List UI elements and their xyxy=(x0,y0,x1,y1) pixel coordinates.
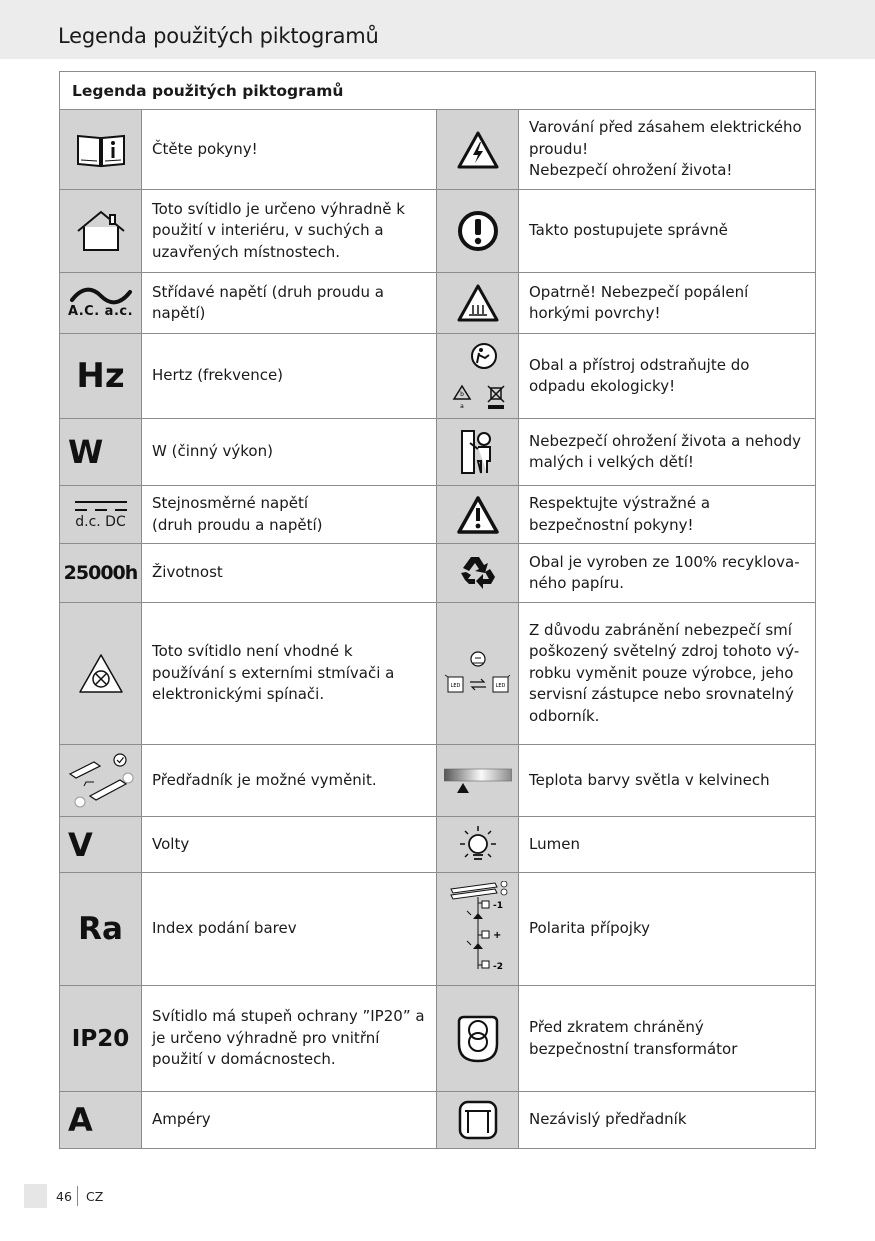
table-row xyxy=(60,486,816,544)
footer-tab xyxy=(24,1184,47,1208)
legend-text: Předřadník je možné vyměnit. xyxy=(142,745,437,817)
legend-text: Z důvodu zabránění nebezpečí smí poškozený světelný zdroj tohoto vý- robku vyměnit pouze výrobce, jeho servisní zástupce nebo srovnatelný odborník. xyxy=(519,603,816,745)
no-dimmer-icon xyxy=(60,603,142,745)
hz-label: Hz xyxy=(76,356,125,396)
table-row xyxy=(60,190,816,273)
led-replacement-icon xyxy=(437,603,519,745)
eco-disposal-icon xyxy=(437,334,519,419)
table-row xyxy=(60,334,816,419)
polarity-plus-label: + xyxy=(492,930,501,941)
alternating-current-icon xyxy=(60,273,142,334)
legend-text: Respektujte výstražné a bezpečnostní pokyny! xyxy=(519,486,816,544)
legend-text: W (činný výkon) xyxy=(142,419,437,486)
table-row xyxy=(60,817,816,873)
table-row xyxy=(60,603,816,745)
lifetime-hours-icon xyxy=(60,544,142,603)
legend-text: Lumen xyxy=(519,817,816,873)
legend-text: Před zkratem chráněný bezpečnostní transformátor xyxy=(519,986,816,1092)
table-row xyxy=(60,873,816,986)
recycle-icon xyxy=(437,544,519,603)
read-instructions-icon xyxy=(60,110,142,190)
table-header: Legenda použitých piktogramů xyxy=(60,72,816,110)
ip20-label: IP20 xyxy=(71,1025,130,1052)
replaceable-ballast-icon xyxy=(60,745,142,817)
recycle-a-label: a xyxy=(459,403,464,410)
safety-transformer-icon xyxy=(437,986,519,1092)
dc-label: d.c. DC xyxy=(75,513,126,530)
polarity-minus1-label: -1 xyxy=(492,901,503,911)
led-label: LED xyxy=(450,682,460,689)
polarity-minus2-label: -2 xyxy=(492,962,503,972)
indoor-use-house-icon xyxy=(60,190,142,273)
pictogram-legend-table xyxy=(59,71,816,1149)
lumen-bulb-icon xyxy=(437,817,519,873)
ampere-icon xyxy=(60,1092,142,1149)
table-row xyxy=(60,986,816,1092)
table-row xyxy=(60,1092,816,1149)
table-row xyxy=(60,544,816,603)
ac-label: A.C. a.c. xyxy=(67,304,134,319)
page-number: 46 xyxy=(56,1189,72,1204)
polarity-icon xyxy=(437,873,519,986)
legend-text: Nebezpečí ohrožení života a nehody malých i velkých dětí! xyxy=(519,419,816,486)
table-row xyxy=(60,110,816,190)
language-code: CZ xyxy=(86,1189,104,1204)
legend-text: Varování před zásahem elektrického proudu! Nebezpečí ohrožení života! xyxy=(519,110,816,190)
color-rendering-icon xyxy=(60,873,142,986)
legend-text: Index podání barev xyxy=(142,873,437,986)
w-label: W xyxy=(68,433,104,471)
ra-label: Ra xyxy=(78,911,123,947)
legend-text: Svítidlo má stupeň ochrany ”IP20” a je určeno výhradně pro vnitřní použití v domácnostech. xyxy=(142,986,437,1092)
hertz-icon xyxy=(60,334,142,419)
legend-text: Obal a přístroj odstraňujte do odpadu ekologicky! xyxy=(519,334,816,419)
led-label: LED xyxy=(495,682,505,689)
legend-text: Teplota barvy světla v kelvinech xyxy=(519,745,816,817)
legend-text: Životnost xyxy=(142,544,437,603)
hot-surface-warning-icon xyxy=(437,273,519,334)
volt-icon xyxy=(60,817,142,873)
direct-current-icon xyxy=(60,486,142,544)
legend-text: Stejnosměrné napětí (druh proudu a napětí) xyxy=(142,486,437,544)
legend-text: Volty xyxy=(142,817,437,873)
legend-text: Takto postupujete správně xyxy=(519,190,816,273)
page-title: Legenda použitých piktogramů xyxy=(58,24,379,48)
legend-text: Hertz (frekvence) xyxy=(142,334,437,419)
watt-icon xyxy=(60,419,142,486)
legend-text: Střídavé napětí (druh proudu a napětí) xyxy=(142,273,437,334)
legend-text: Čtěte pokyny! xyxy=(142,110,437,190)
color-temperature-icon xyxy=(437,745,519,817)
legend-text: Polarita přípojky xyxy=(519,873,816,986)
legend-text: Obal je vyroben ze 100% recyklova- ného papíru. xyxy=(519,544,816,603)
ip20-protection-icon xyxy=(60,986,142,1092)
table-row xyxy=(60,419,816,486)
v-label: V xyxy=(68,825,93,864)
footer-divider xyxy=(77,1186,78,1206)
table-row xyxy=(60,273,816,334)
lifetime-label: 25000h xyxy=(63,562,138,584)
legend-text: Ampéry xyxy=(142,1092,437,1149)
independent-ballast-icon xyxy=(437,1092,519,1149)
child-danger-icon xyxy=(437,419,519,486)
legend-text: Toto svítidlo není vhodné k používání s externími stmívači a elektronickými spínači. xyxy=(142,603,437,745)
electric-shock-warning-icon xyxy=(437,110,519,190)
recycle-b-label: b xyxy=(459,391,464,398)
table-row xyxy=(60,745,816,817)
exclamation-circle-icon xyxy=(437,190,519,273)
a-label: A xyxy=(68,1101,93,1139)
legend-text: Toto svítidlo je určeno výhradně k použití v interiéru, v suchých a uzavřených místnostech. xyxy=(142,190,437,273)
legend-text: Nezávislý předřadník xyxy=(519,1092,816,1149)
legend-text: Opatrně! Nebezpečí popálení horkými povrchy! xyxy=(519,273,816,334)
warning-triangle-icon xyxy=(437,486,519,544)
